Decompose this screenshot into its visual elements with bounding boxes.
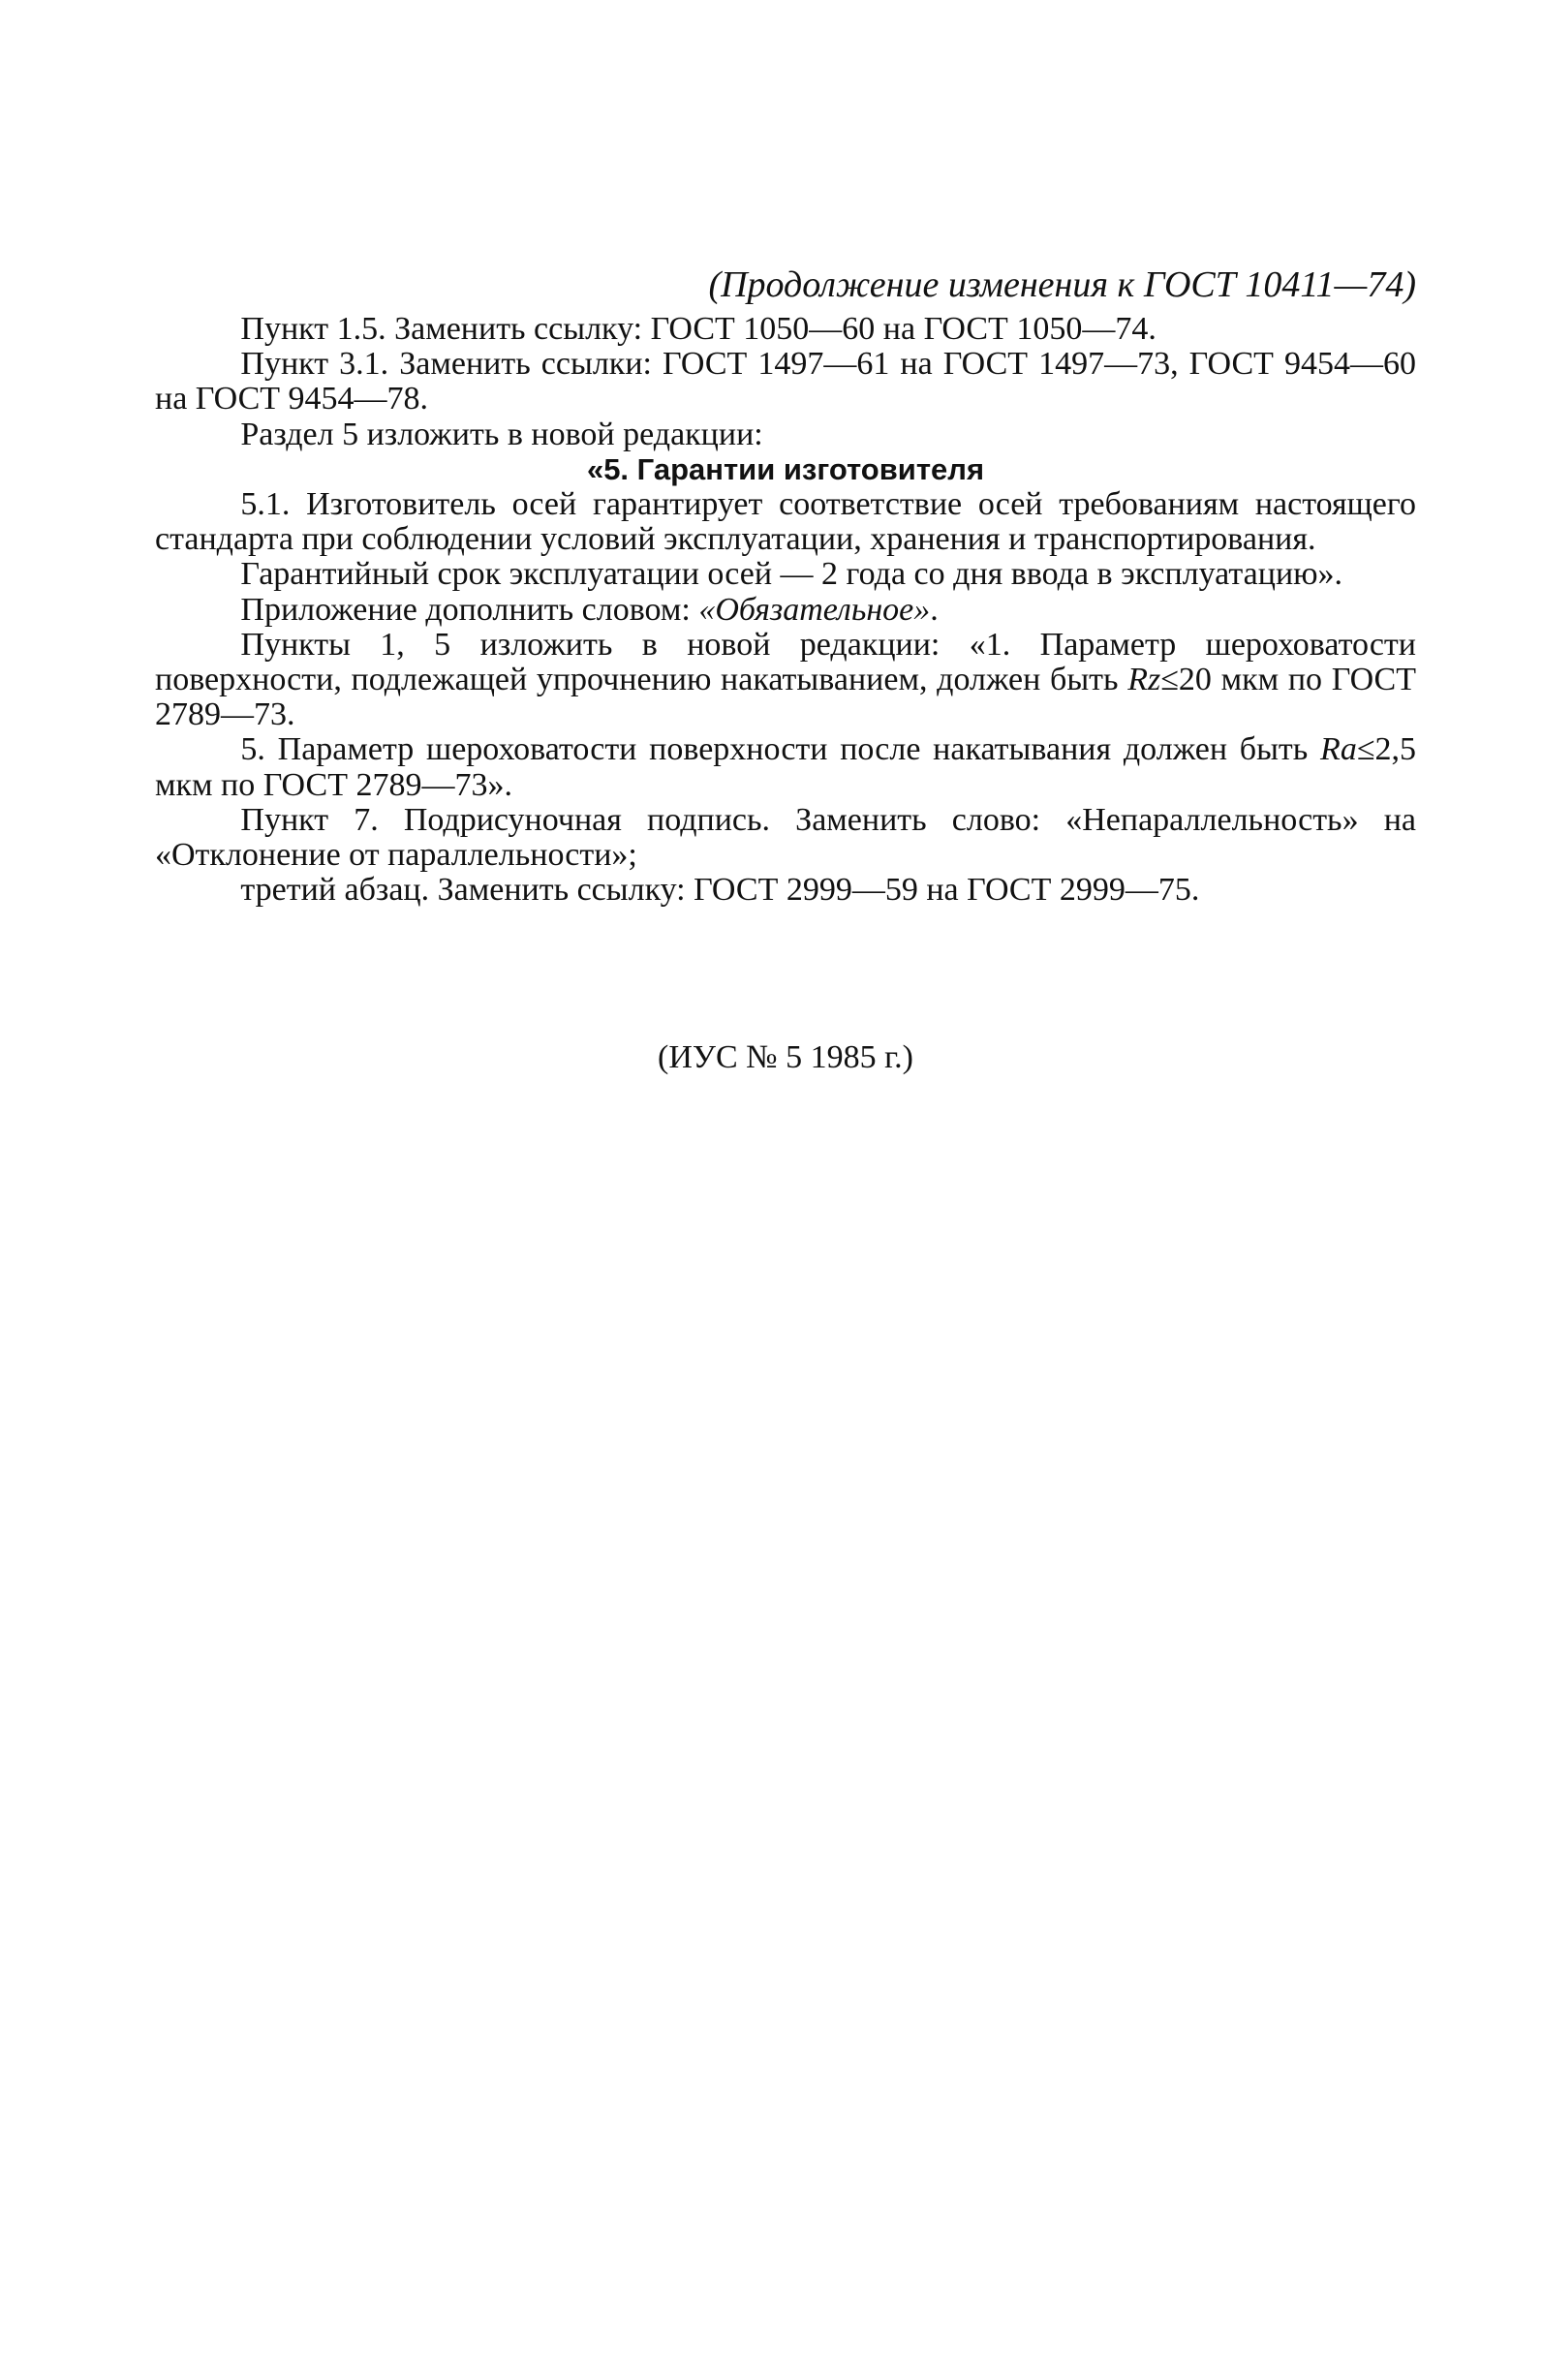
- document-body: [155, 312, 1416, 908]
- appendix-word: «Обязательное»: [698, 591, 931, 628]
- paragraph-item-5: [155, 732, 1416, 802]
- paragraph-items-1-5: [155, 628, 1416, 733]
- ra-symbol: Ra: [1320, 731, 1357, 768]
- roughness-text-a: Пункты 1, 5 изложить в новой редакции: «1. Параметр шероховатости поверхности, подлежащей упрочнению накатыванием, должен быть: [155, 626, 1416, 698]
- paragraph-warranty-period: Гарантийный срок эксплуатации осей — 2 года со дня ввода в эксплуатацию».: [240, 556, 1343, 593]
- roughness-text-b: ≤20 мкм по ГОСТ 2789—73.: [155, 662, 1416, 733]
- paragraph-5-1: 5.1. Изготовитель осей гарантирует соответствие осей требованиям настоящего стандарта при соблюдении условий эксплуатации, хранения и транспортирования.: [155, 486, 1416, 558]
- paragraph-section-5-intro: Раздел 5 изложить в новой редакции:: [240, 416, 763, 452]
- page-header: [155, 262, 1416, 308]
- issue-text: (ИУС № 5 1985 г.): [658, 1039, 913, 1075]
- paragraph-item-3-1: Пункт 3.1. Заменить ссылки: ГОСТ 1497—61 на ГОСТ 1497—73, ГОСТ 9454—60 на ГОСТ 9454—78.: [155, 346, 1416, 417]
- rz-symbol: Rz: [1127, 662, 1161, 698]
- section-heading: «5. Гарантии изготовителя: [586, 451, 985, 486]
- paragraph-item-1-5: Пункт 1.5. Заменить ссылку: ГОСТ 1050—60 на ГОСТ 1050—74.: [240, 311, 1156, 347]
- rolling-text-a: 5. Параметр шероховатости поверхности после накатывания должен быть: [240, 731, 1321, 768]
- issue-reference: [155, 1038, 1416, 1077]
- header-title: (Продолжение изменения к ГОСТ 10411—74): [708, 264, 1416, 305]
- appendix-suffix: .: [930, 591, 939, 628]
- paragraph-item-7: Пункт 7. Подрисуночная подпись. Заменить слово: «Непараллельность» на «Отклонение от параллельности»;: [155, 801, 1416, 874]
- paragraph-third: третий абзац. Заменить ссылку: ГОСТ 2999—59 на ГОСТ 2999—75.: [240, 872, 1200, 909]
- paragraph-appendix: [155, 593, 1416, 628]
- appendix-prefix: Приложение дополнить словом:: [240, 591, 699, 628]
- rolling-text-b: ≤2,5 мкм по ГОСТ 2789—73».: [155, 731, 1416, 803]
